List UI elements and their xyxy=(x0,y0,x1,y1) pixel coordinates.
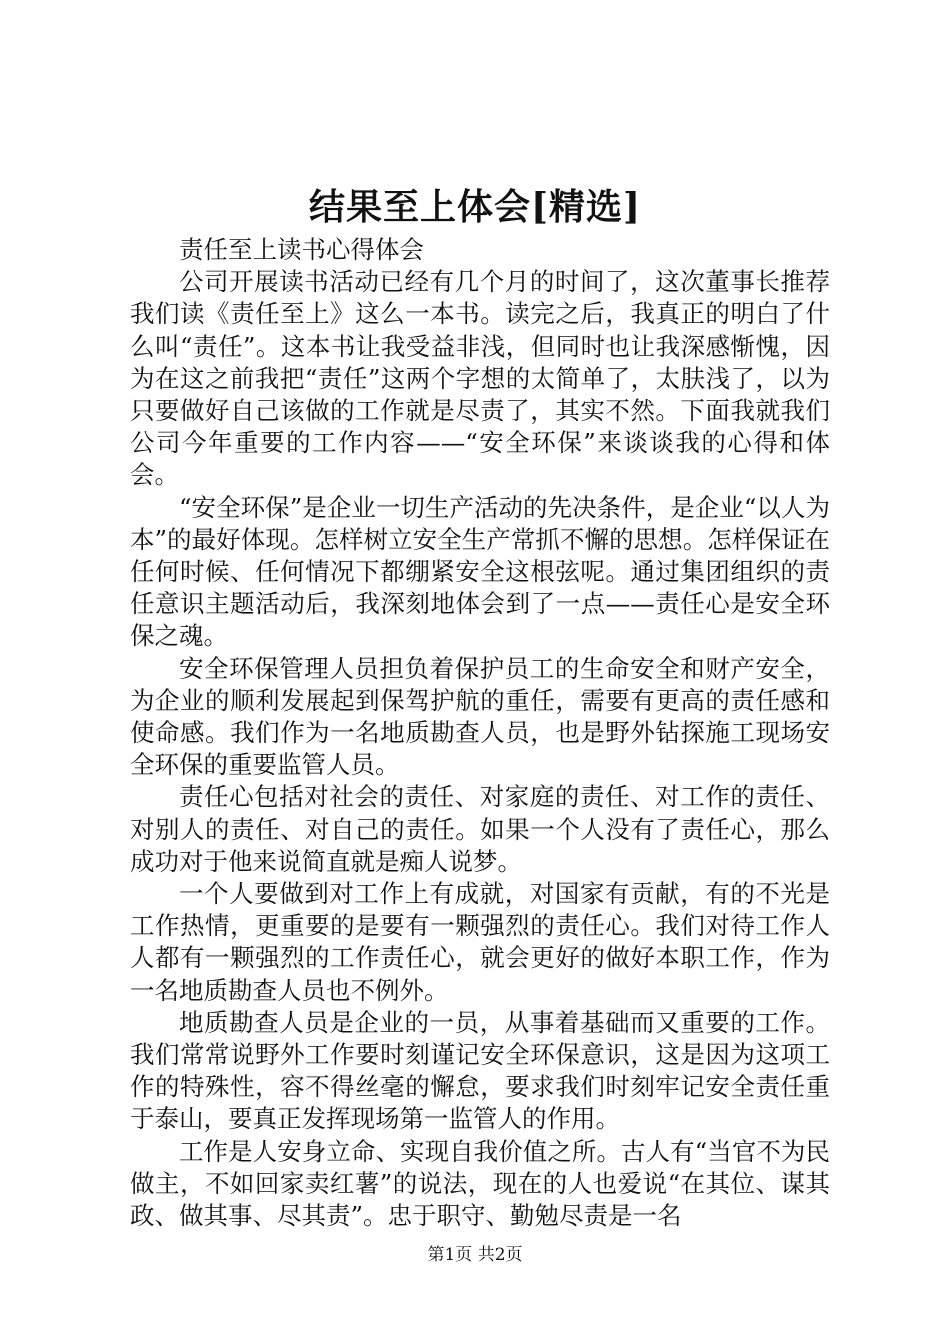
paragraph: 地质勘查人员是企业的一员，从事着基础而又重要的工作。我们常常说野外工作要时刻谨记安全环保意识，这是因为这项工作的特殊性，容不得丝毫的懈怠，要求我们时刻牢记安全责任重于泰山，要真正发挥现场第一监管人的作用。 xyxy=(130,1007,830,1134)
paragraph: 工作是人安身立命、实现自我价值之所。古人有“当官不为民做主，不如回家卖红薯”的说法，现在的人也爱说“在其位、谋其政、做其事、尽其责”。忠于职守、勤勉尽责是一名 xyxy=(130,1136,830,1231)
page-number-footer: 第1页 共2页 xyxy=(427,1245,523,1265)
paragraph: “安全环保”是企业一切生产活动的先决条件，是企业“以人为本”的最好体现。怎样树立安全生产常抓不懈的思想。怎样保证在任何时候、任何情况下都绷紧安全这根弦呢。通过集团组织的责任意识主题活动后，我深刻地体会到了一点——责任心是安全环保之魂。 xyxy=(130,492,830,651)
document-title: 结果至上体会[精选] xyxy=(308,186,642,228)
paragraph: 公司开展读书活动已经有几个月的时间了，这次董事长推荐我们读《责任至上》这么一本书。读完之后，我真正的明白了什么叫“责任”。这本书让我受益非浅，但同时也让我深感惭愧，因为在这之前我把“责任”这两个字想的太简单了，太肤浅了，以为只要做好自己该做的工作就是尽责了，其实不然。下面我就我们公司今年重要的工作内容——“安全环保”来谈谈我的心得和体会。 xyxy=(130,267,830,490)
paragraph: 责任心包括对社会的责任、对家庭的责任、对工作的责任、对别人的责任、对自己的责任。如果一个人没有了责任心，那么成功对于他来说简直就是痴人说梦。 xyxy=(130,782,830,876)
document-body xyxy=(130,234,830,1232)
paragraph: 安全环保管理人员担负着保护员工的生命安全和财产安全，为企业的顺利发展起到保驾护航的重任，需要有更高的责任感和使命感。我们作为一名地质勘查人员，也是野外钻探施工现场安全环保的重要监管人员。 xyxy=(130,653,830,780)
paragraph: 一个人要做到对工作上有成就，对国家有贡献，有的不光是工作热情，更重要的是要有一颗强烈的责任心。我们对待工作人人都有一颗强烈的工作责任心，就会更好的做好本职工作，作为一名地质勘查人员也不例外。 xyxy=(130,879,830,1005)
document-subtitle: 责任至上读书心得体会 xyxy=(179,235,424,264)
